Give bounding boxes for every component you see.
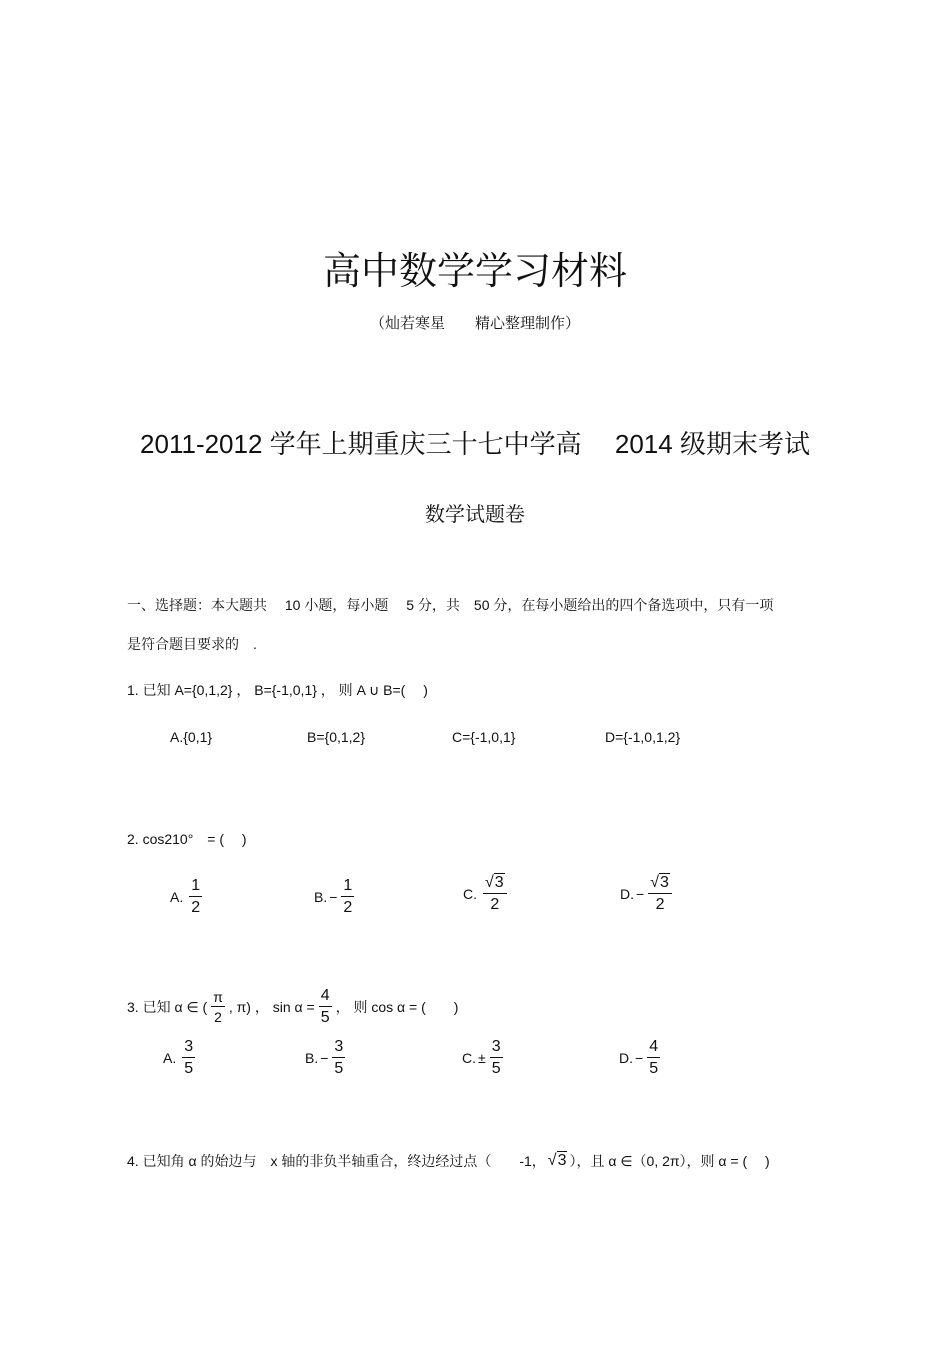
sqrt-symbol: √ [485, 874, 494, 891]
option-label: B. [305, 1050, 319, 1066]
page-subtitle: （灿若寒星 精心整理制作） [369, 315, 580, 332]
option-label: A. [170, 889, 184, 905]
q3-prefix: 3. 已知 α ∈ ( [127, 999, 208, 1015]
fraction [490, 1039, 503, 1077]
fraction-numerator: 3 [332, 1039, 345, 1058]
q2-option-d [620, 875, 674, 913]
fraction [341, 878, 354, 916]
q3-middle: , π) ， sin α = [228, 999, 315, 1015]
fraction [483, 875, 507, 913]
square-root [650, 875, 670, 891]
fraction-denominator: 5 [184, 1060, 194, 1077]
option-label: D. [619, 1050, 633, 1066]
fraction [648, 875, 672, 913]
q2-option-c [463, 875, 509, 913]
q1-option-d: D={-1,0,1,2} [605, 729, 681, 745]
q4-post: ），且 α ∈（0, 2π），则 α = ( ) [569, 1153, 770, 1169]
fraction-denominator: 2 [191, 899, 201, 916]
section-instructions-line1: 一、选择题：本大题共 10 小题，每小题 5 分，共 50 分，在每小题给出的四个备选项中，只有一项 [127, 597, 774, 613]
q1-option-a: A.{0,1} [170, 729, 213, 745]
fraction-numerator: 4 [647, 1039, 660, 1058]
fraction-numerator: 3 [490, 1039, 503, 1058]
fraction-denominator: 2 [490, 896, 500, 913]
square-root [548, 1152, 568, 1170]
fraction [319, 988, 332, 1026]
radicand: 3 [659, 874, 669, 891]
sqrt-symbol: √ [650, 874, 659, 891]
fraction-numerator: 1 [189, 878, 202, 897]
fraction [647, 1039, 660, 1077]
fraction-numerator [648, 875, 672, 894]
fraction [182, 1039, 195, 1077]
fraction-numerator: 1 [341, 878, 354, 897]
fraction-numerator: 3 [182, 1039, 195, 1058]
fraction-denominator: 2 [214, 1009, 222, 1025]
radicand: 3 [557, 1152, 567, 1169]
page-title: 高中数学学习材料 [322, 249, 627, 293]
section-instructions-line2: 是符合题目要求的 . [127, 636, 257, 652]
fraction-denominator: 5 [649, 1060, 659, 1077]
exam-title: 2011-2012 学年上期重庆三十七中学高 2014 级期末考试 [140, 429, 810, 459]
fraction-numerator: π [213, 989, 223, 1005]
q3-option-d [619, 1039, 662, 1077]
q1-option-b: B={0,1,2} [307, 729, 366, 745]
question-2-stem: 2. cos210° = ( ) [127, 831, 247, 847]
fraction-denominator: 5 [320, 1009, 330, 1026]
option-sign: − [329, 889, 338, 905]
q3-suffix: ， 则 cos α = ( ) [335, 999, 459, 1015]
fraction-denominator: 2 [343, 899, 353, 916]
q1-option-c: C={-1,0,1} [452, 729, 516, 745]
q4-pre: 4. 已知角 α 的始边与 x 轴的非负半轴重合，终边经过点（ -1， [127, 1153, 546, 1169]
fraction [332, 1039, 345, 1077]
option-label: B. [314, 889, 328, 905]
q3-option-a [163, 1039, 197, 1077]
question-4-stem [127, 1151, 770, 1171]
square-root [485, 875, 505, 891]
option-sign: − [320, 1050, 329, 1066]
q3-option-c [462, 1039, 505, 1077]
paper-title: 数学试题卷 [425, 504, 525, 526]
fraction-denominator: 2 [655, 896, 665, 913]
option-label: D. [620, 886, 634, 902]
option-label: C. [463, 886, 477, 902]
radicand: 3 [494, 874, 504, 891]
fraction-denominator: 5 [334, 1060, 344, 1077]
question-1-stem: 1. 已知 A={0,1,2} ， B={-1,0,1} ， 则 A ∪ B=( ) [127, 682, 428, 698]
q2-option-a [170, 878, 204, 916]
fraction-denominator: 5 [491, 1060, 501, 1077]
option-label: C. [462, 1050, 476, 1066]
fraction [189, 878, 202, 916]
option-label: A. [163, 1050, 177, 1066]
option-sign: − [636, 886, 645, 902]
q2-option-b [314, 878, 356, 916]
sqrt-symbol: √ [547, 1152, 557, 1169]
q3-option-b [305, 1039, 347, 1077]
option-sign: − [635, 1050, 644, 1066]
question-3-stem [127, 988, 458, 1026]
option-sign: ± [478, 1050, 486, 1066]
fraction [211, 990, 225, 1024]
fraction-numerator: 4 [319, 988, 332, 1007]
fraction-numerator [483, 875, 507, 894]
